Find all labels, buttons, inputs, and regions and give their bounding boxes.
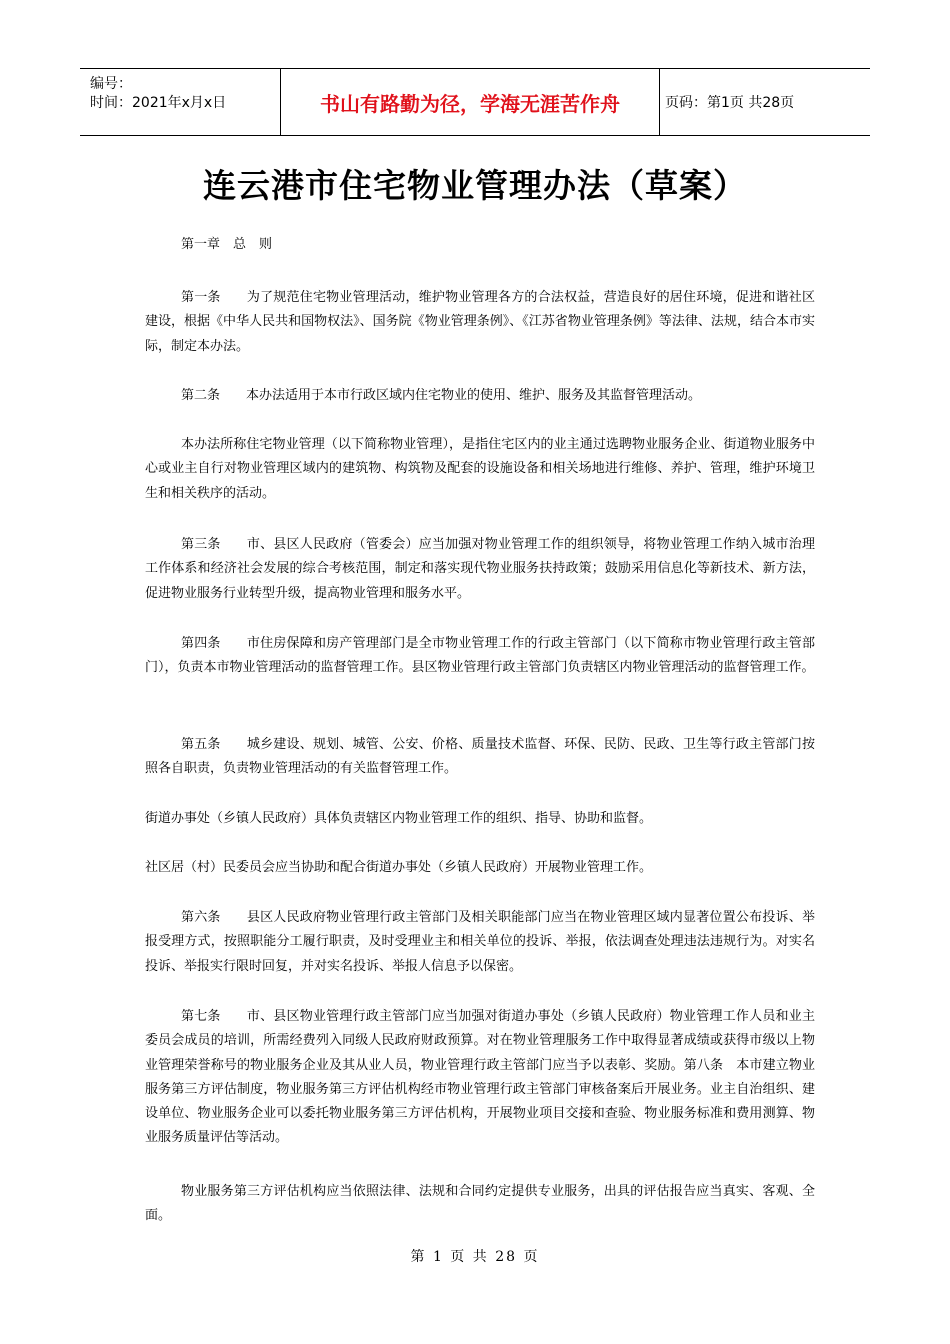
article-1-heading: 第一条 <box>181 290 221 305</box>
article-7-text: 市、县区物业管理行政主管部门应当加强对街道办事处（乡镇人民政府）物业管理工作人员和业主委员会成员的培训，所需经费列入同级人民政府财政预算。对在物业管理服务工作中取得显著成绩或获得市级以上物业管理荣誉称号的物业服务企业及其从业人员，物业管理行政主管部门应当予以表彰、奖励。第八条 本市建立物业服务第三方评估制度，物业服务第三方评估机构经市物业管理行政主管部门审核备案后开展业务。业主自治组织、建设单位、物业服务企业可以委托物业服务第三方评估机构，开展物业项目交接和查验、物业服务标准和费用测算、物业服务质量评估等活动。 <box>145 1009 815 1146</box>
article-2-paragraph-2: 本办法所称住宅物业管理（以下简称物业管理），是指住宅区内的业主通过选聘物业服务企业、街道物业服务中心或业主自行对物业管理区域内的建筑物、构筑物及配套的设施设备和相关场地进行维修、养护、管理，维护环境卫生和相关秩序的活动。 <box>145 437 815 501</box>
article-5 <box>145 733 815 782</box>
article-2-text: 本办法适用于本市行政区域内住宅物业的使用、维护、服务及其监督管理活动。 <box>246 388 702 403</box>
article-6-heading: 第六条 <box>181 910 221 925</box>
article-7-heading: 第七条 <box>181 1009 221 1024</box>
article-5-paragraph-2: 街道办事处（乡镇人民政府）具体负责辖区内物业管理工作的组织、指导、协助和监督。 <box>145 811 653 826</box>
article-2 <box>145 384 815 408</box>
article-8-paragraph-2: 物业服务第三方评估机构应当依照法律、法规和合同约定提供专业服务，出具的评估报告应当真实、客观、全面。 <box>145 1184 815 1224</box>
article-3 <box>145 533 815 606</box>
article-4-text: 市住房保障和房产管理部门是全市物业管理工作的行政主管部门（以下简称市物业管理行政主管部门），负责本市物业管理活动的监督管理工作。县区物业管理行政主管部门负责辖区内物业管理活动的监督管理工作。 <box>145 636 815 676</box>
article-5-paragraph-3: 社区居（村）民委员会应当协助和配合街道办事处（乡镇人民政府）开展物业管理工作。 <box>145 860 653 875</box>
chapter-heading: 第一章 总 则 <box>181 237 273 252</box>
article-1-text: 为了规范住宅物业管理活动，维护物业管理各方的合法权益，营造良好的居住环境，促进和谐社区建设，根据《中华人民共和国物权法》、国务院《物业管理条例》、《江苏省物业管理条例》等法律、法规，结合本市实际，制定本办法。 <box>145 290 815 354</box>
article-6-text: 县区人民政府物业管理行政主管部门及相关职能部门应当在物业管理区域内显著位置公布投诉、举报受理方式，按照职能分工履行职责，及时受理业主和相关单位的投诉、举报，依法调查处理违法违规行为。对实名投诉、举报实行限时回复，并对实名投诉、举报人信息予以保密。 <box>145 910 815 974</box>
document-title: 连云港市住宅物业管理办法（草案） <box>203 166 747 205</box>
header-motto: 书山有路勤为径，学海无涯苦作舟 <box>280 69 660 135</box>
header-page-info: 页码：第1页 共28页 <box>665 95 795 111</box>
article-3-text: 市、县区人民政府（管委会）应当加强对物业管理工作的组织领导，将物业管理工作纳入城市治理工作体系和经济社会发展的综合考核范围，制定和落实现代物业服务扶持政策；鼓励采用信息化等新技术、新方法，促进物业服务行业转型升级，提高物业管理和服务水平。 <box>145 537 815 601</box>
article-1 <box>145 286 815 359</box>
page-footer: 第 1 页 共 28 页 <box>410 1249 540 1265</box>
article-5-text: 城乡建设、规划、城管、公安、价格、质量技术监督、环保、民防、民政、卫生等行政主管部门按照各自职责，负责物业管理活动的有关监督管理工作。 <box>145 737 815 777</box>
header-meta <box>80 69 280 135</box>
document-number-label: 编号： <box>90 76 132 92</box>
article-4-heading: 第四条 <box>181 636 221 651</box>
document-time-label: 时间：2021年x月x日 <box>90 95 227 111</box>
article-2-heading: 第二条 <box>181 388 221 403</box>
article-5-heading: 第五条 <box>181 737 221 752</box>
article-3-heading: 第三条 <box>181 537 221 552</box>
article-7 <box>145 1005 815 1151</box>
article-6 <box>145 906 815 979</box>
page-header <box>80 68 870 136</box>
article-4 <box>145 632 815 681</box>
